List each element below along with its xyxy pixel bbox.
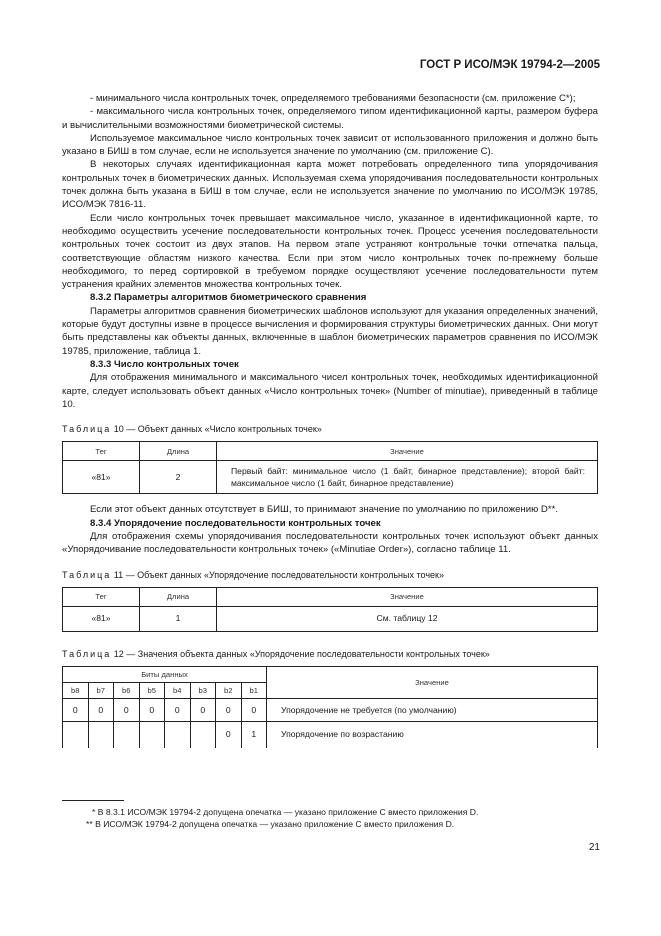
section-heading-8-3-4: 8.3.4 Упорядочение последовательности контрольных точек (90, 517, 381, 529)
table-header-cell: Тег (63, 587, 140, 606)
table-11-caption: Таблица 11 — Объект данных «Упорядочение последовательности контрольных точек» (62, 569, 444, 580)
footnotes (62, 806, 598, 830)
value-header: Значение (267, 667, 598, 699)
bit-header: b4 (165, 683, 191, 699)
document-header: ГОСТ Р ИСО/МЭК 19794-2—2005 (419, 59, 600, 71)
bit-cell: 0 (216, 699, 242, 722)
paragraph: - максимального числа контрольных точек, определяемого типом идентификационной карты, размером буфера и вычислительными возможностями биометрической системы. (62, 106, 598, 131)
paragraph: В некоторых случаях идентификационная карта может потребовать определенного типа упорядочивания контрольных точек в биометрических данных. Используемая схема упорядочивания последовательности контрольных точек должна быть указана в БИШ в том случае, если не используется значение по умолчанию по ИСО/МЭК 19785, ИСО/МЭК 7816-11. (62, 159, 598, 211)
bit-cell (190, 722, 216, 748)
bit-header: b2 (216, 683, 242, 699)
bit-header: b7 (88, 683, 114, 699)
bit-cell: 0 (139, 699, 165, 722)
bit-header: b5 (139, 683, 165, 699)
document-body (62, 92, 598, 748)
value-cell: Упорядочение по возрастанию (267, 722, 598, 748)
table-cell-tag: «81» (63, 461, 140, 494)
table-cell-value: См. таблицу 12 (217, 606, 598, 631)
section-heading-8-3-2: 8.3.2 Параметры алгоритмов биометрического сравнения (90, 292, 367, 304)
table-11 (62, 587, 598, 632)
table-10-caption: Таблица 10 — Объект данных «Число контрольных точек» (62, 424, 322, 435)
paragraph: Для отображения схемы упорядочивания последовательности контрольных точек используют объект данных «Упорядочивание последовательности контрольных точек» («Minutiae Order»), согласно таблице 11. (62, 531, 598, 556)
bit-cell: 0 (241, 699, 267, 722)
table-row (63, 722, 598, 748)
table-header-cell: Тег (63, 442, 140, 461)
bit-cell (165, 722, 191, 748)
table-10 (62, 441, 598, 494)
footnote-rule (62, 800, 124, 801)
bit-cell: 0 (165, 699, 191, 722)
footnote: ** В ИСО/МЭК 19794-2 допущена опечатка — указано приложение С вместо приложения D. (86, 819, 455, 829)
bit-cell (88, 722, 114, 748)
bit-header: b8 (63, 683, 89, 699)
page-number: 21 (588, 842, 600, 853)
table-header-cell: Значение (217, 587, 598, 606)
table-row (63, 699, 598, 722)
table-header-cell: Значение (217, 442, 598, 461)
bit-cell: 0 (190, 699, 216, 722)
paragraph: Используемое максимальное число контрольных точек зависит от использованного приложения и должно быть указано в БИШ в том случае, если не используется значение по умолчанию (см. приложение С). (62, 132, 598, 158)
paragraph: Если этот объект данных отсутствует в БИШ, то принимают значение по умолчанию по приложению D**. (90, 504, 558, 516)
table-cell-tag: «81» (63, 606, 140, 631)
footnote: * В 8.3.1 ИСО/МЭК 19794-2 допущена опечатка — указано приложение С вместо приложения D. (92, 807, 479, 817)
paragraph: Параметры алгоритмов сравнения биометрических шаблонов используют для указания определенных значений, которые будут доступны извне в процессе вычисления и формирования структуры биометрических данных. Они могут быть представлены как объекты данных, включенные в шаблон биометрических параметров сравнения по ИСО/МЭК 19785, приложение, таблица 1. (62, 305, 598, 357)
bit-cell: 0 (114, 699, 140, 722)
bit-cell: 1 (241, 722, 267, 748)
table-12-caption: Таблица 12 — Значения объекта данных «Упорядочение последовательности контрольных точек» (62, 648, 490, 659)
paragraph: - минимального числа контрольных точек, определяемого требованиями безопасности (см. приложение С*); (90, 93, 576, 104)
table-header-cell: Длина (140, 442, 217, 461)
bit-cell (139, 722, 165, 748)
paragraph: Если число контрольных точек превышает максимальное число, указанное в идентификационной карте, то необходимо осуществить усечение последовательности контрольных точек. Процесс усечения последовательности контрольных точек состоит из двух этапов. На первом этапе устраняют контрольные точки отпечатка пальца, соответствующие областям низкого качества. Если при этом число контрольных точек по-прежнему больше необходимого, то перед сортировкой в требуемом порядке осуществляют усечение последовательности путем устранения крайних элементов множества контрольных точек. (62, 212, 598, 291)
bits-group-header: Биты данных (63, 667, 267, 683)
bit-header: b3 (190, 683, 216, 699)
paragraph: Для отображения минимального и максимального чисел контрольных точек, необходимых идентификационной карте, следует использовать объект данных «Число контрольных точек» (Number of minutiae), приведенный в таблице 10. (62, 372, 598, 410)
table-12 (62, 666, 598, 748)
bit-header: b1 (241, 683, 267, 699)
table-cell-value: Первый байт: минимальное число (1 байт, бинарное представление); второй байт: максимальное число (1 байт, бинарное представление) (217, 461, 598, 494)
value-cell: Упорядочение не требуется (по умолчанию) (267, 699, 598, 722)
bit-header: b6 (114, 683, 140, 699)
bit-cell (114, 722, 140, 748)
bit-cell: 0 (63, 699, 89, 722)
bit-cell: 0 (88, 699, 114, 722)
bit-cell: 0 (216, 722, 242, 748)
bit-cell (63, 722, 89, 748)
table-cell-length: 2 (140, 461, 217, 494)
table-cell-length: 1 (140, 606, 217, 631)
table-header-cell: Длина (140, 587, 217, 606)
section-heading-8-3-3: 8.3.3 Число контрольных точек (90, 358, 239, 370)
